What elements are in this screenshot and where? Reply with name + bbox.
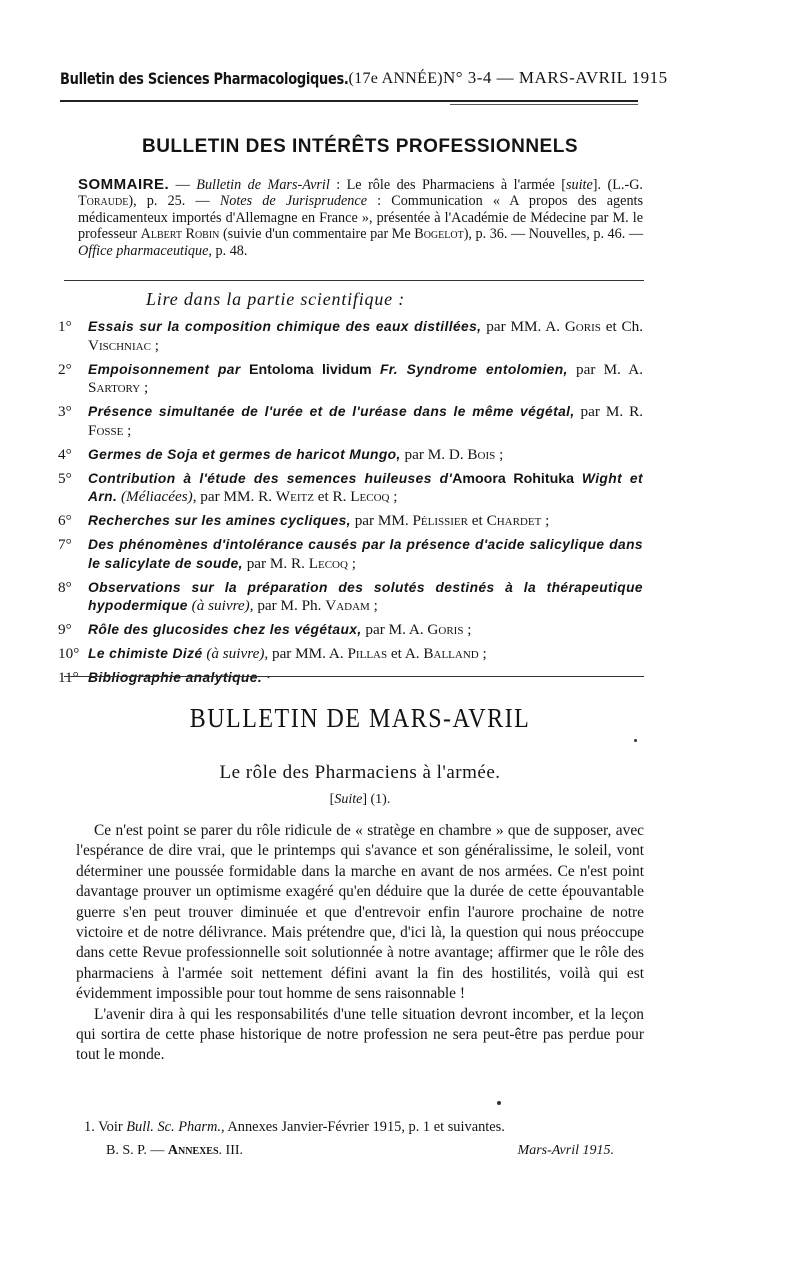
print-speck [634,739,637,742]
list-item: 4° Germes de Soja et germes de haricot Mungo, par M. D. Bois ; [58,445,504,463]
list-item: 5° Contribution à l'étude des semences huileuses d'Amoora Rohituka Wight et Arn. (Méliacées), par MM. R. Weitz et R. Lecoq ; [58,469,643,505]
print-speck [497,1101,501,1105]
article-title: Le rôle des Pharmaciens à l'armée. [219,762,501,783]
summary-text: Bulletin de Mars-Avril [196,177,330,193]
article-subtitle: [Suite] (1). [329,792,391,807]
list-item: 8° Observations sur la préparation des solutés destinés à la thérapeutique hypodermique (à suivre), par M. Ph. Vadam ; [58,578,643,614]
scientific-part-heading: Lire dans la partie scientifique : [146,289,406,309]
footnote: 1. Voir Bull. Sc. Pharm., Annexes Janvier-Février 1915, p. 1 et suivantes. [84,1119,505,1135]
paragraph: Ce n'est point se parer du rôle ridicule de « stratège en chambre » que de supposer, avec l'espérance de dire vrai, que le printemps qui s'avance et son généralissime, le soleil, vont déterminer une poussée formidable dans la marche en avant de nos armées. Ce n'est point davantage prouver un optimisme exagéré qu'en déduire que la durée de cette épouvantable guerre s'en peut trouver diminuée et que d'entrevoir enfin l'aurore prochaine de notre victoire et de notre délivrance. Mais prétendre que, d'ici là, la question qui nous préoccupe dans cette Revue professionnelle soit solutionnée à notre avantage; affirmer que le rôle des pharmaciens à l'armée soit nettement défini avant la fin des hostilités, voilà qui est évidemment impossible pour tout homme de sens raisonnable ! [76,822,644,1003]
summary-text: — [169,177,197,193]
footer-date: Mars-Avril 1915. [517,1143,614,1158]
paragraph: L'avenir dira à qui les responsabilités d'une telle situation devront incomber, et la leçon qui sortira de cette phase historique de notre profession ne sera peut-être pas perdue pour tout le monde. [76,1005,644,1064]
footer-left: B. S. P. — Annexes. III. [106,1143,244,1158]
journal-issue: N° 3-4 — MARS-AVRIL 1915 [442,68,668,87]
divider-rule [64,676,644,677]
summary-text: ]. (L.-G. [592,177,643,193]
section-title: BULLETIN DES INTÉRÊTS PROFESSIONNELS [141,136,579,157]
list-item: 10° Le chimiste Dizé (à suivre), par MM. A. Pillas et A. Balland ; [58,645,487,662]
page-footer [106,1143,614,1159]
divider-rule [64,280,644,281]
article-body [76,821,644,1066]
header-rule-secondary [450,104,638,105]
summary-text: ), p. 25. — [128,193,220,210]
summary-text: : Communication « A propos des agents médicamenteux importés d'Allemagne en France », présentée à l'Académie de Médecine par M. le professeur [78,193,643,243]
summary-text: , p. 48. [208,242,248,259]
list-item: 7° Des phénomènes d'intolérance causés par la présence d'acide salicylique dans le salicylate de soude, par M. R. Lecoq ; [58,536,643,572]
summary-author: Toraude [78,193,129,210]
summary-author: Albert Robin [140,226,220,243]
summary-text: Notes de Jurisprudence [219,193,367,210]
summary-text: ), p. 36. — Nouvelles, p. 46. — [463,226,644,243]
list-item: 1° Essais sur la composition chimique des eaux distillées, par MM. A. Goris et Ch. Vischniac ; [58,318,644,354]
list-item: 3° Présence simultanée de l'urée et de l'uréase dans le même végétal, par M. R. Fosse ; [58,403,643,439]
journal-year: (17e ANNÉE) [348,70,443,87]
summary-text: suite [566,177,593,193]
summary-text: (suivie d'un commentaire par Me [219,226,415,243]
summary-author: Bogelot [414,226,464,243]
summary-label: SOMMAIRE. [78,176,170,193]
journal-title: Bulletin des Sciences Pharmacologiques. [60,70,349,89]
list-item: 9° Rôle des glucosides chez les végétaux, par M. A. Goris ; [58,621,472,638]
list-item: 2° Empoisonnement par Entoloma lividum Fr. Syndrome entolomien, par M. A. Sartory ; [58,360,643,396]
contents-list [58,318,643,693]
header-rule [60,100,638,102]
summary-block [78,177,643,259]
list-item: 11° Bibliographie analytique. · [58,669,271,686]
summary-text: Office pharmaceutique [78,242,209,259]
summary-text: : Le rôle des Pharmaciens à l'armée [ [329,177,566,193]
running-head [60,68,668,89]
bulletin-title: BULLETIN DE MARS-AVRIL [189,703,531,734]
list-item: 6° Recherches sur les amines cycliques, par MM. Pélissier et Chardet ; [58,512,550,529]
